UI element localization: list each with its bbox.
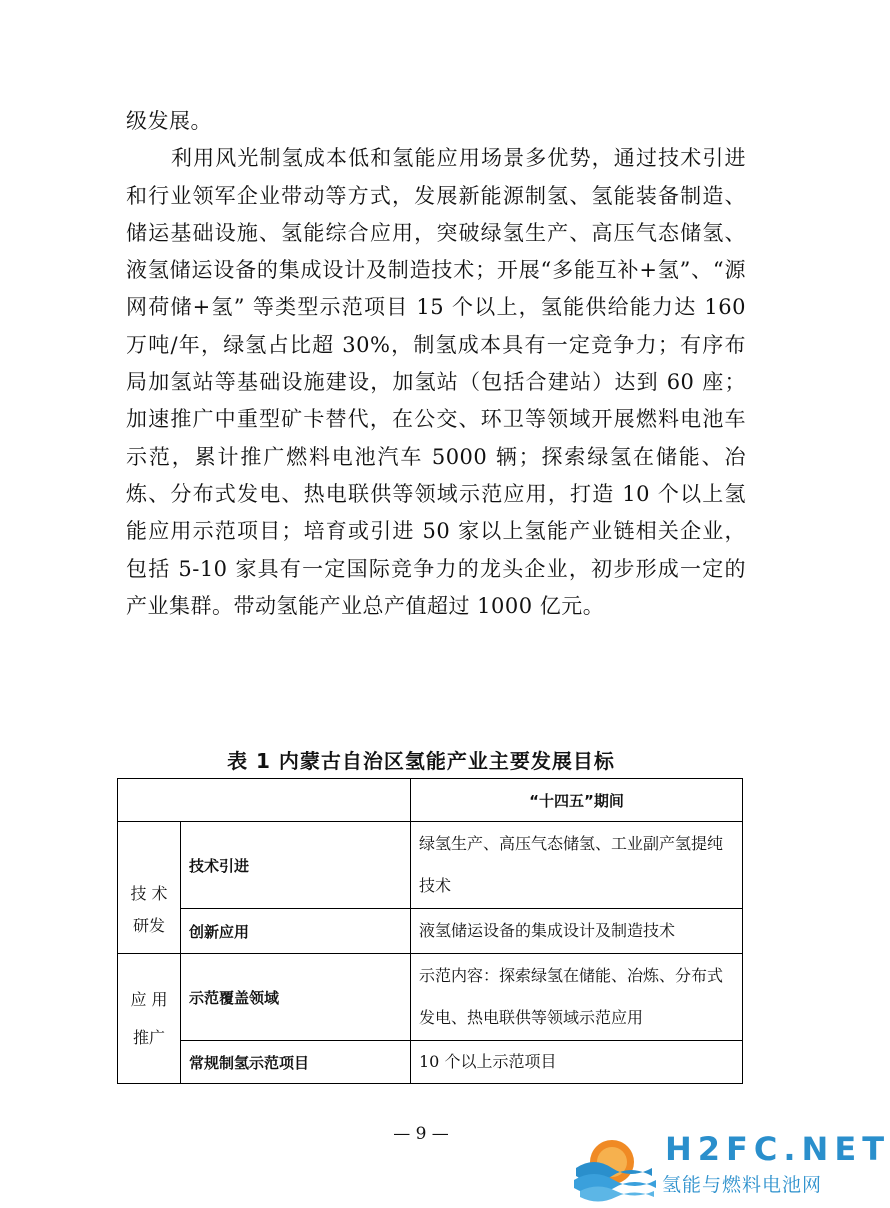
group-label-line: 技 术: [130, 883, 168, 903]
site-logo: [572, 1128, 890, 1200]
logo-subtitle: 氢能与燃料电池网: [662, 1174, 823, 1196]
row-item: 创新应用: [181, 909, 411, 954]
targets-table: [117, 778, 743, 1084]
table-row: [118, 909, 743, 954]
row-item: 常规制氢示范项目: [181, 1041, 411, 1084]
logo-name: H2FC.NET: [665, 1130, 890, 1168]
logo-sun-wave-icon: [572, 1128, 662, 1200]
table-caption: 表 1 内蒙古自治区氢能产业主要发展目标: [227, 749, 615, 773]
group-label-line: 应 用: [130, 989, 168, 1009]
page-number: — 9 —: [393, 1124, 449, 1144]
row-value: 绿氢生产、高压气态储氢、工业副产氢提纯技术: [411, 822, 743, 909]
main-paragraph: 利用风光制氢成本低和氢能应用场景多优势，通过技术引进和行业领军企业带动等方式，发展新能源制氢、氢能装备制造、储运基础设施、氢能综合应用，突破绿氢生产、高压气态储氢、液氢储运设备的集成设计及制造技术；开展“多能互补+氢”、“源网荷储+氢” 等类型示范项目 15 个以上，氢能供给能力达 160 万吨/年，绿氢占比超 30%，制氢成本具有一定竞争力；有序布局加氢站等基础设施建设，加氢站（包括合建站）达到 60 座；加速推广中重型矿卡替代，在公交、环卫等领域开展燃料电池车示范，累计推广燃料电池汽车 5000 辆；探索绿氢在储能、冶炼、分布式发电、热电联供等领域示范应用，打造 10 个以上氢能应用示范项目；培育或引进 50 家以上氢能产业链相关企业，包括 5-10 家具有一定国际竞争力的龙头企业，初步形成一定的产业集群。带动氢能产业总产值超过 1000 亿元。: [126, 146, 746, 618]
paragraph-continuation: 级发展。: [126, 109, 212, 133]
group-label-tech: [118, 822, 181, 954]
group-label-application: [118, 954, 181, 1084]
table-row: [118, 822, 743, 909]
group-label-line: 推广: [132, 1027, 165, 1047]
body-text: [126, 103, 746, 625]
group-label-line: 研发: [132, 915, 165, 935]
table-row: [118, 1041, 743, 1084]
header-empty-cell: [118, 779, 411, 822]
header-period: “十四五”期间: [411, 779, 743, 822]
row-item: 技术引进: [181, 822, 411, 909]
table-header-row: [118, 779, 743, 822]
row-value: 示范内容：探索绿氢在储能、冶炼、分布式发电、热电联供等领域示范应用: [411, 954, 743, 1041]
row-value: 10 个以上示范项目: [411, 1041, 743, 1084]
row-value: 液氢储运设备的集成设计及制造技术: [411, 909, 743, 954]
table-row: [118, 954, 743, 1041]
row-item: 示范覆盖领域: [181, 954, 411, 1041]
